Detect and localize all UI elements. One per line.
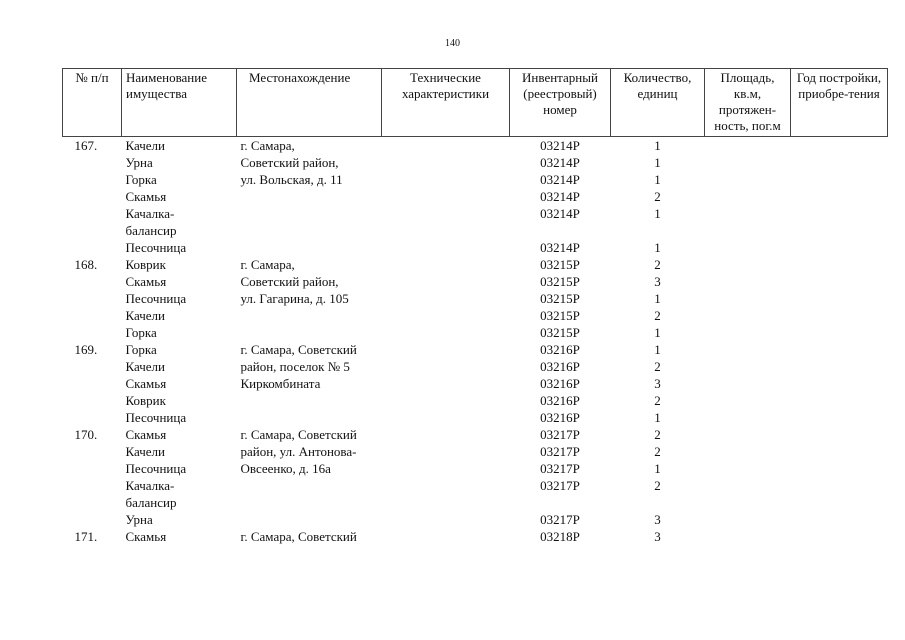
table-row — [63, 460, 888, 477]
cell-num — [63, 154, 122, 171]
cell-area — [705, 409, 791, 426]
header-num: № п/п — [63, 69, 122, 137]
cell-quantity: 1 — [654, 342, 661, 357]
cell-tech — [382, 154, 510, 171]
cell-tech — [382, 188, 510, 205]
property-table-container — [62, 68, 887, 545]
table-row — [63, 205, 888, 222]
cell-inventory: 03215Р — [540, 257, 580, 272]
cell-name: Качалка- — [125, 206, 175, 221]
cell-location: г. Самара, Советский — [240, 427, 357, 442]
cell-year — [791, 137, 888, 155]
cell-name: Горка — [125, 172, 157, 187]
table-row — [63, 324, 888, 341]
cell-name: Горка — [125, 325, 157, 340]
cell-tech — [382, 137, 510, 155]
cell-year — [791, 171, 888, 188]
cell-location — [237, 307, 382, 324]
header-name: Наименование имущества — [122, 69, 237, 137]
cell-num: 167. — [74, 138, 98, 153]
table-row — [63, 341, 888, 358]
table-row — [63, 443, 888, 460]
cell-location: ул. Гагарина, д. 105 — [240, 291, 349, 306]
cell-name: Песочница — [125, 291, 187, 306]
cell-location: Овсеенко, д. 16а — [240, 461, 331, 476]
cell-year — [791, 273, 888, 290]
cell-location — [237, 188, 382, 205]
cell-year — [791, 307, 888, 324]
cell-tech — [382, 324, 510, 341]
cell-location — [237, 324, 382, 341]
cell-name: Скамья — [125, 274, 167, 289]
cell-area — [705, 528, 791, 545]
cell-area — [705, 460, 791, 477]
cell-name: Песочница — [125, 410, 187, 425]
cell-name: Урна — [125, 512, 153, 527]
cell-num: 171. — [74, 529, 98, 544]
table-row — [63, 375, 888, 392]
cell-num — [63, 443, 122, 460]
cell-name: Горка — [125, 342, 157, 357]
cell-quantity: 2 — [654, 189, 661, 204]
cell-location: г. Самара, Советский — [240, 529, 357, 544]
cell-year — [791, 256, 888, 273]
cell-name: Скамья — [125, 427, 167, 442]
cell-tech — [382, 358, 510, 375]
cell-quantity: 2 — [654, 427, 661, 442]
cell-tech — [382, 375, 510, 392]
table-row — [63, 222, 888, 239]
cell-quantity: 2 — [654, 359, 661, 374]
cell-year — [791, 426, 888, 443]
table-row — [63, 239, 888, 256]
table-row — [63, 511, 888, 528]
cell-name: Скамья — [125, 189, 167, 204]
cell-year — [791, 511, 888, 528]
cell-tech — [382, 171, 510, 188]
cell-location: г. Самара, — [240, 257, 295, 272]
cell-inventory: 03214Р — [540, 189, 580, 204]
cell-name: Скамья — [125, 376, 167, 391]
cell-name: Коврик — [125, 393, 166, 408]
header-year: Год постройки, приобре-тения — [791, 69, 888, 137]
cell-location: г. Самара, — [240, 138, 295, 153]
cell-quantity: 2 — [654, 308, 661, 323]
cell-inventory: 03214Р — [540, 206, 580, 221]
cell-area — [705, 171, 791, 188]
table-row — [63, 154, 888, 171]
cell-location — [237, 494, 382, 511]
table-row — [63, 273, 888, 290]
cell-quantity: 1 — [654, 291, 661, 306]
cell-tech — [382, 341, 510, 358]
cell-quantity: 3 — [654, 376, 661, 391]
cell-area — [705, 358, 791, 375]
cell-area — [705, 477, 791, 494]
cell-quantity: 3 — [654, 529, 661, 544]
table-row — [63, 290, 888, 307]
cell-inventory: 03214Р — [540, 138, 580, 153]
cell-inventory: 03216Р — [540, 359, 580, 374]
cell-num — [63, 222, 122, 239]
cell-num — [63, 307, 122, 324]
cell-area — [705, 256, 791, 273]
cell-num — [63, 460, 122, 477]
cell-inventory: 03218Р — [540, 529, 580, 544]
cell-year — [791, 341, 888, 358]
cell-inventory: 03216Р — [540, 410, 580, 425]
table-row — [63, 171, 888, 188]
header-tech: Технические характеристики — [382, 69, 510, 137]
cell-year — [791, 188, 888, 205]
cell-area — [705, 324, 791, 341]
cell-inventory — [510, 494, 611, 511]
table-row — [63, 307, 888, 324]
cell-area — [705, 222, 791, 239]
cell-year — [791, 290, 888, 307]
cell-area — [705, 273, 791, 290]
cell-quantity — [611, 494, 705, 511]
cell-name: Качели — [125, 138, 166, 153]
cell-year — [791, 324, 888, 341]
cell-location: Киркомбината — [240, 376, 321, 391]
cell-num — [63, 239, 122, 256]
cell-tech — [382, 273, 510, 290]
cell-tech — [382, 239, 510, 256]
cell-area — [705, 426, 791, 443]
cell-name: Скамья — [125, 529, 167, 544]
cell-name: Качели — [125, 308, 166, 323]
cell-num — [63, 392, 122, 409]
cell-name: Урна — [125, 155, 153, 170]
cell-area — [705, 154, 791, 171]
cell-inventory: 03217Р — [540, 512, 580, 527]
cell-area — [705, 307, 791, 324]
cell-quantity — [611, 222, 705, 239]
cell-inventory: 03216Р — [540, 393, 580, 408]
header-quantity: Количество, единиц — [611, 69, 705, 137]
cell-tech — [382, 460, 510, 477]
cell-tech — [382, 494, 510, 511]
cell-num — [63, 188, 122, 205]
cell-quantity: 1 — [654, 155, 661, 170]
cell-year — [791, 528, 888, 545]
cell-area — [705, 188, 791, 205]
table-row — [63, 426, 888, 443]
cell-num — [63, 494, 122, 511]
cell-quantity: 2 — [654, 257, 661, 272]
cell-year — [791, 205, 888, 222]
cell-location: ул. Вольская, д. 11 — [240, 172, 343, 187]
cell-num — [63, 358, 122, 375]
cell-location: район, ул. Антонова- — [240, 444, 357, 459]
cell-name: Качели — [125, 444, 166, 459]
cell-tech — [382, 290, 510, 307]
cell-inventory — [510, 222, 611, 239]
table-row — [63, 477, 888, 494]
cell-quantity: 3 — [654, 512, 661, 527]
table-row — [63, 528, 888, 545]
cell-area — [705, 443, 791, 460]
cell-num — [63, 273, 122, 290]
cell-num — [63, 205, 122, 222]
header-area: Площадь, кв.м, протяжен-ность, пог.м — [705, 69, 791, 137]
table-row — [63, 392, 888, 409]
cell-num: 168. — [74, 257, 98, 272]
cell-location — [237, 222, 382, 239]
cell-year — [791, 358, 888, 375]
cell-name: балансир — [125, 495, 177, 510]
cell-year — [791, 239, 888, 256]
cell-num — [63, 324, 122, 341]
cell-num — [63, 477, 122, 494]
cell-quantity: 1 — [654, 240, 661, 255]
cell-inventory: 03214Р — [540, 240, 580, 255]
cell-inventory: 03217Р — [540, 427, 580, 442]
cell-num — [63, 171, 122, 188]
cell-inventory: 03214Р — [540, 155, 580, 170]
cell-tech — [382, 256, 510, 273]
cell-year — [791, 409, 888, 426]
cell-tech — [382, 511, 510, 528]
cell-tech — [382, 443, 510, 460]
cell-num: 169. — [74, 342, 98, 357]
cell-area — [705, 205, 791, 222]
header-inventory: Инвентарный (реестровый) номер — [510, 69, 611, 137]
cell-location — [237, 392, 382, 409]
cell-inventory: 03214Р — [540, 172, 580, 187]
cell-tech — [382, 307, 510, 324]
cell-num — [63, 409, 122, 426]
cell-num — [63, 375, 122, 392]
cell-inventory: 03217Р — [540, 461, 580, 476]
cell-quantity: 3 — [654, 274, 661, 289]
cell-location — [237, 409, 382, 426]
cell-inventory: 03216Р — [540, 342, 580, 357]
table-row — [63, 256, 888, 273]
cell-inventory: 03216Р — [540, 376, 580, 391]
cell-tech — [382, 528, 510, 545]
cell-area — [705, 341, 791, 358]
table-row — [63, 137, 888, 155]
cell-inventory: 03215Р — [540, 308, 580, 323]
cell-quantity: 2 — [654, 393, 661, 408]
property-table — [62, 68, 888, 545]
cell-tech — [382, 392, 510, 409]
cell-location — [237, 205, 382, 222]
cell-area — [705, 137, 791, 155]
cell-name: Песочница — [125, 240, 187, 255]
cell-location: г. Самара, Советский — [240, 342, 357, 357]
cell-num — [63, 290, 122, 307]
cell-name: Коврик — [125, 257, 166, 272]
table-row — [63, 409, 888, 426]
table-row — [63, 188, 888, 205]
cell-num: 170. — [74, 427, 98, 442]
cell-name: Качалка- — [125, 478, 175, 493]
cell-area — [705, 494, 791, 511]
cell-tech — [382, 426, 510, 443]
cell-quantity: 1 — [654, 461, 661, 476]
cell-area — [705, 290, 791, 307]
cell-location — [237, 239, 382, 256]
cell-area — [705, 392, 791, 409]
table-row — [63, 358, 888, 375]
cell-inventory: 03215Р — [540, 291, 580, 306]
cell-quantity: 1 — [654, 138, 661, 153]
cell-location: район, поселок № 5 — [240, 359, 350, 374]
cell-area — [705, 375, 791, 392]
cell-name: балансир — [125, 223, 177, 238]
cell-tech — [382, 205, 510, 222]
table-header — [63, 69, 888, 137]
cell-year — [791, 375, 888, 392]
page-number: 140 — [445, 38, 460, 49]
cell-num — [63, 511, 122, 528]
cell-area — [705, 239, 791, 256]
cell-location — [237, 511, 382, 528]
cell-quantity: 2 — [654, 478, 661, 493]
cell-name: Песочница — [125, 461, 187, 476]
cell-quantity: 2 — [654, 444, 661, 459]
cell-name: Качели — [125, 359, 166, 374]
cell-tech — [382, 409, 510, 426]
header-location: Местонахождение — [237, 69, 382, 137]
cell-location: Советский район, — [240, 155, 339, 170]
cell-tech — [382, 477, 510, 494]
cell-year — [791, 154, 888, 171]
cell-quantity: 1 — [654, 172, 661, 187]
cell-tech — [382, 222, 510, 239]
cell-quantity: 1 — [654, 325, 661, 340]
cell-year — [791, 460, 888, 477]
cell-year — [791, 392, 888, 409]
cell-location: Советский район, — [240, 274, 339, 289]
cell-quantity: 1 — [654, 206, 661, 221]
cell-location — [237, 477, 382, 494]
cell-quantity: 1 — [654, 410, 661, 425]
cell-year — [791, 222, 888, 239]
cell-inventory: 03215Р — [540, 274, 580, 289]
cell-inventory: 03217Р — [540, 444, 580, 459]
cell-year — [791, 494, 888, 511]
cell-inventory: 03217Р — [540, 478, 580, 493]
cell-year — [791, 443, 888, 460]
table-row — [63, 494, 888, 511]
cell-year — [791, 477, 888, 494]
cell-inventory: 03215Р — [540, 325, 580, 340]
cell-area — [705, 511, 791, 528]
table-body — [63, 137, 888, 546]
